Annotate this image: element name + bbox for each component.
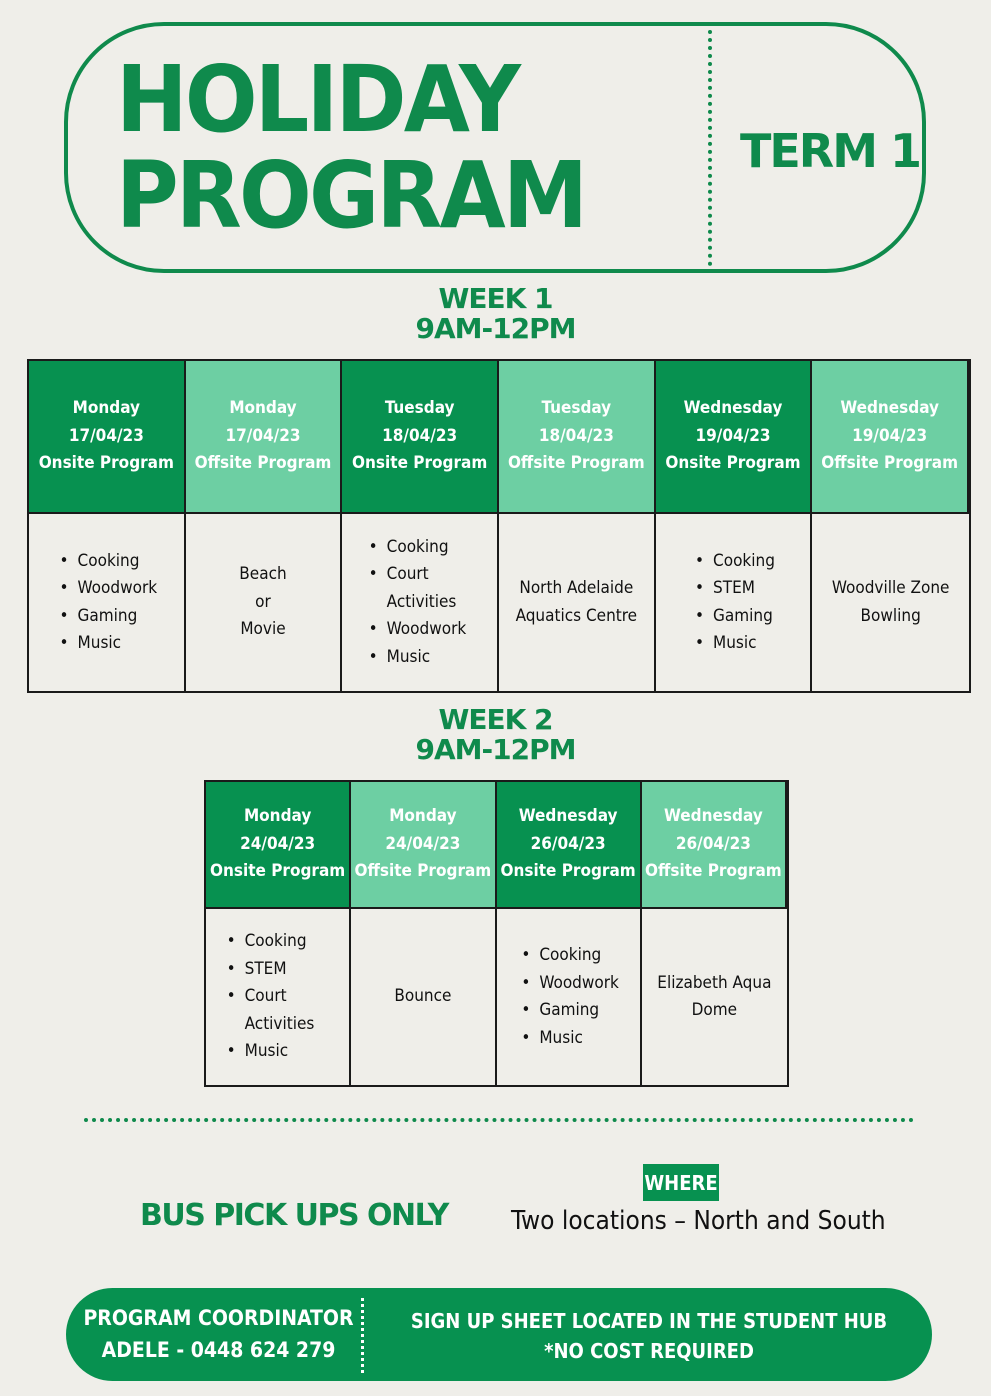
- activity-text-line: or: [255, 591, 271, 612]
- week2-activity-cell: [497, 907, 642, 1085]
- header-date: 17/04/23: [225, 425, 301, 446]
- activity-item: • Cooking: [223, 928, 333, 956]
- header-divider: [708, 30, 712, 266]
- header-date: 24/04/23: [240, 833, 316, 854]
- header-day: Tuesday: [541, 398, 612, 419]
- term-label: TERM 1: [740, 124, 921, 178]
- week2-column-header: [351, 782, 496, 907]
- header-date: 19/04/23: [852, 425, 928, 446]
- week1-activity-cell: [186, 512, 343, 691]
- week2-column-header: [642, 782, 787, 907]
- header-banner: [64, 22, 926, 273]
- header-type: Offsite Program: [194, 453, 332, 474]
- activity-item: • Court Activities: [223, 983, 333, 1038]
- activity-item: • STEM: [223, 956, 333, 984]
- header-type: Onsite Program: [665, 453, 801, 474]
- activity-item: • Music: [365, 644, 475, 672]
- header-day: Monday: [243, 806, 312, 827]
- week1-column-header: [186, 361, 343, 512]
- week1-column-header: [656, 361, 813, 512]
- footer-divider: [361, 1298, 364, 1373]
- coordinator-contact: ADELE - 0448 624 279: [101, 1338, 336, 1362]
- week1-activity-cell: [499, 512, 656, 691]
- activity-item: • Music: [517, 1025, 619, 1053]
- activity-item: • Music: [691, 630, 775, 658]
- coordinator-title: PROGRAM COORDINATOR: [83, 1306, 354, 1330]
- activity-item: • Cooking: [365, 534, 475, 562]
- activity-text-line: Bowling: [860, 605, 921, 626]
- header-date: 26/04/23: [530, 833, 606, 854]
- week1-column-header: [499, 361, 656, 512]
- activity-item: • Gaming: [56, 603, 158, 631]
- header-type: Offsite Program: [644, 861, 782, 882]
- activity-text: [239, 561, 286, 644]
- header-type: Onsite Program: [352, 453, 488, 474]
- header-date: 26/04/23: [675, 833, 751, 854]
- activity-text-line: Woodville Zone: [831, 578, 950, 598]
- activity-item: • Gaming: [691, 603, 775, 631]
- week1-activity-cell: [656, 512, 813, 691]
- week2-activity-cell: [351, 907, 496, 1085]
- header-day: Wednesday: [664, 806, 763, 827]
- activity-text: [657, 970, 771, 1025]
- activity-text-line: Dome: [691, 1000, 738, 1020]
- activity-item: • Music: [223, 1038, 333, 1066]
- header-day: Wednesday: [518, 806, 618, 827]
- header-date: 19/04/23: [695, 425, 771, 446]
- page-title: [116, 46, 586, 249]
- header-type: Onsite Program: [209, 861, 346, 882]
- week1-schedule-table: [27, 359, 971, 693]
- activity-text-line: Elizabeth Aqua: [657, 972, 772, 993]
- activity-text: [394, 983, 451, 1011]
- activity-text-line: Aquatics Centre: [515, 605, 638, 626]
- activity-text: [832, 575, 950, 630]
- where-badge: WHERE: [643, 1164, 719, 1201]
- title-line-1: HOLIDAY: [116, 46, 519, 153]
- header-type: Offsite Program: [507, 453, 645, 474]
- footer-banner: [66, 1288, 932, 1381]
- week2-title: WEEK 2: [438, 703, 553, 736]
- activity-item: • Woodwork: [517, 970, 619, 998]
- activity-item: • STEM: [691, 575, 775, 603]
- week1-time: 9AM-12PM: [415, 312, 576, 345]
- week2-activity-cell: [642, 907, 787, 1085]
- week1-title: WEEK 1: [438, 282, 553, 315]
- activity-list: [691, 548, 775, 658]
- header-type: Offsite Program: [354, 861, 492, 882]
- activity-text-line: North Adelaide: [519, 578, 634, 598]
- activity-item: • Cooking: [691, 548, 775, 576]
- week1-activity-cell: [342, 512, 499, 691]
- bus-pickup-label: BUS PICK UPS ONLY: [140, 1198, 448, 1233]
- activity-text-line: Beach: [239, 564, 287, 585]
- activity-list: [223, 928, 333, 1066]
- locations-text: Two locations – North and South: [511, 1206, 886, 1236]
- activity-list: [56, 548, 158, 658]
- week2-schedule-table: [204, 780, 789, 1087]
- week1-column-header: [812, 361, 969, 512]
- week2-heading: [0, 705, 991, 765]
- section-divider: [84, 1118, 914, 1122]
- week2-time: 9AM-12PM: [415, 733, 576, 766]
- activity-item: • Woodwork: [365, 616, 475, 644]
- activity-item: • Music: [56, 630, 158, 658]
- week1-column-header: [342, 361, 499, 512]
- activity-item: • Court Activities: [365, 561, 475, 616]
- header-date: 17/04/23: [68, 425, 144, 446]
- activity-text-line: Bounce: [394, 986, 452, 1007]
- signup-cost: *NO COST REQUIRED: [544, 1339, 754, 1363]
- header-day: Wednesday: [683, 398, 783, 419]
- week1-activity-cell: [29, 512, 186, 691]
- header-date: 18/04/23: [538, 425, 614, 446]
- activity-item: • Cooking: [56, 548, 158, 576]
- activity-list: [517, 942, 619, 1052]
- header-day: Monday: [389, 806, 457, 827]
- week1-activity-cell: [812, 512, 969, 691]
- activity-item: • Gaming: [517, 997, 619, 1025]
- header-date: 18/04/23: [382, 425, 458, 446]
- activity-text-line: Movie: [240, 619, 286, 640]
- activity-item: • Cooking: [517, 942, 619, 970]
- week2-column-header: [206, 782, 351, 907]
- header-day: Tuesday: [384, 398, 455, 419]
- week2-activity-cell: [206, 907, 351, 1085]
- header-type: Onsite Program: [38, 453, 174, 474]
- header-day: Wednesday: [840, 398, 939, 419]
- activity-list: [365, 534, 475, 672]
- header-day: Monday: [72, 398, 140, 419]
- header-date: 24/04/23: [385, 833, 461, 854]
- coordinator-info: [66, 1302, 371, 1366]
- week1-column-header: [29, 361, 186, 512]
- week2-column-header: [497, 782, 642, 907]
- signup-info: [384, 1306, 914, 1366]
- activity-text: [516, 575, 638, 630]
- title-line-2: PROGRAM: [116, 142, 586, 249]
- header-type: Onsite Program: [500, 861, 636, 882]
- header-day: Monday: [229, 398, 297, 419]
- activity-item: • Woodwork: [56, 575, 158, 603]
- signup-location: SIGN UP SHEET LOCATED IN THE STUDENT HUB: [410, 1309, 888, 1333]
- week1-heading: [0, 284, 991, 344]
- header-type: Offsite Program: [821, 453, 959, 474]
